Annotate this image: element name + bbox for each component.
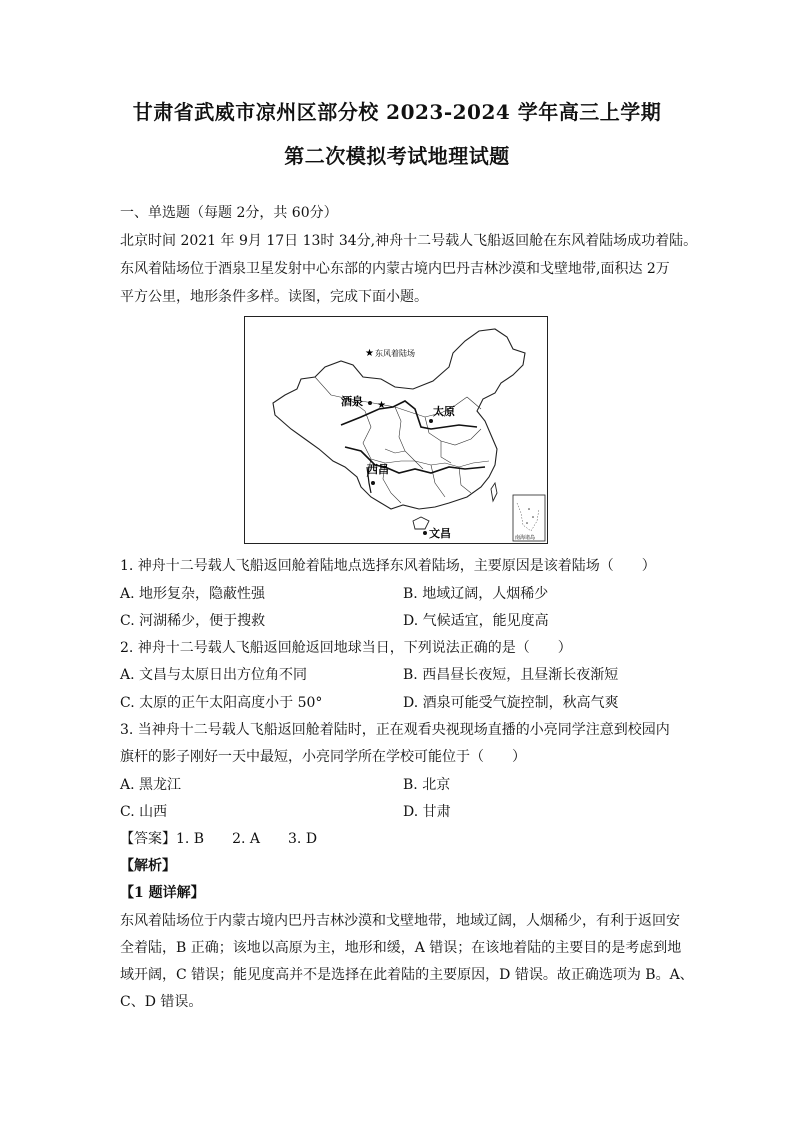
section-heading: 一、单选题（每题 2分，共 60分） [120, 205, 338, 221]
q2-option-d: D. 酒泉可能受气旋控制，秋高气爽 [403, 695, 619, 711]
title-line-1: 甘肃省武威市凉州区部分校 2023-2024 学年高三上学期 [132, 100, 662, 124]
explain-line-4: C、D 错误。 [120, 994, 203, 1010]
q3-stem-line-1: 3. 当神舟十二号载人飞船返回舱着陆时，正在观看央视现场直播的小亮同学注意到校园内 [120, 722, 670, 738]
city-label-jiuquan: 酒泉 [341, 395, 363, 408]
q3-option-c: C. 山西 [120, 804, 168, 820]
analysis-heading: 【解析】 [120, 858, 176, 874]
city-dot-taiyuan [429, 419, 433, 423]
q2-stem: 2. 神舟十二号载人飞船返回舱返回地球当日，下列说法正确的是（ ） [120, 640, 572, 656]
intro-line-3: 平方公里，地形条件多样。读图，完成下面小题。 [120, 289, 428, 305]
intro-line-1: 北京时间 2021 年 9月 17日 13时 34分,神舟十二号载人飞船返回舱在东风着陆场成功着陆。 [120, 233, 698, 249]
q1-option-b: B. 地域辽阔，人烟稀少 [403, 586, 549, 602]
landing-site-star-icon: ★ [377, 400, 386, 411]
explain-line-2: 全着陆，B 正确；该地以高原为主，地形和缓，A 错误；在该地着陆的主要目的是考虑到地 [120, 940, 682, 956]
q2-option-b: B. 西昌昼长夜短，且昼渐长夜渐短 [403, 667, 619, 683]
legend-label: 东风着陆场 [375, 349, 415, 358]
q2-option-c: C. 太原的正午太阳高度小于 50° [120, 695, 323, 711]
city-dot-wenchang [423, 531, 427, 535]
city-label-taiyuan: 太原 [433, 405, 455, 418]
legend-star-icon: ★ [365, 348, 374, 359]
city-dot-xichang [371, 481, 375, 485]
q1-option-c: C. 河湖稀少，便于搜救 [120, 613, 266, 629]
china-map-figure [244, 316, 548, 544]
q1-stem: 1. 神舟十二号载人飞船返回舱着陆地点选择东风着陆场，主要原因是该着陆场（ ） [120, 558, 656, 574]
explain-line-3: 域开阔，C 错误；能见度高并不是选择在此着陆的主要原因，D 错误。故正确选项为 B。A、 [120, 967, 694, 983]
city-label-xichang: 西昌 [367, 463, 389, 476]
title-line-2: 第二次模拟考试地理试题 [284, 144, 510, 168]
inset-label: 南海诸岛 [515, 535, 536, 541]
q3-option-a: A. 黑龙江 [120, 777, 182, 793]
city-label-wenchang: 文昌 [429, 527, 451, 540]
city-dot-jiuquan [368, 401, 372, 405]
map-svg [245, 317, 547, 543]
q1-option-a: A. 地形复杂，隐蔽性强 [120, 586, 266, 602]
q3-option-b: B. 北京 [403, 777, 451, 793]
intro-line-2: 东风着陆场位于酒泉卫星发射中心东部的内蒙古境内巴丹吉林沙漠和戈壁地带,面积达 2万 [120, 261, 670, 277]
q3-option-d: D. 甘肃 [403, 804, 451, 820]
detail-heading-1: 【1 题详解】 [120, 885, 205, 901]
explain-line-1: 东风着陆场位于内蒙古境内巴丹吉林沙漠和戈壁地带，地域辽阔，人烟稀少，有利于返回安 [120, 913, 680, 929]
answer-line: 【答案】1. B 2. A 3. D [120, 831, 318, 847]
q3-stem-line-2: 旗杆的影子刚好一天中最短，小亮同学所在学校可能位于（ ） [120, 749, 526, 765]
q2-option-a: A. 文昌与太原日出方位角不同 [120, 667, 308, 683]
q1-option-d: D. 气候适宜，能见度高 [403, 613, 549, 629]
